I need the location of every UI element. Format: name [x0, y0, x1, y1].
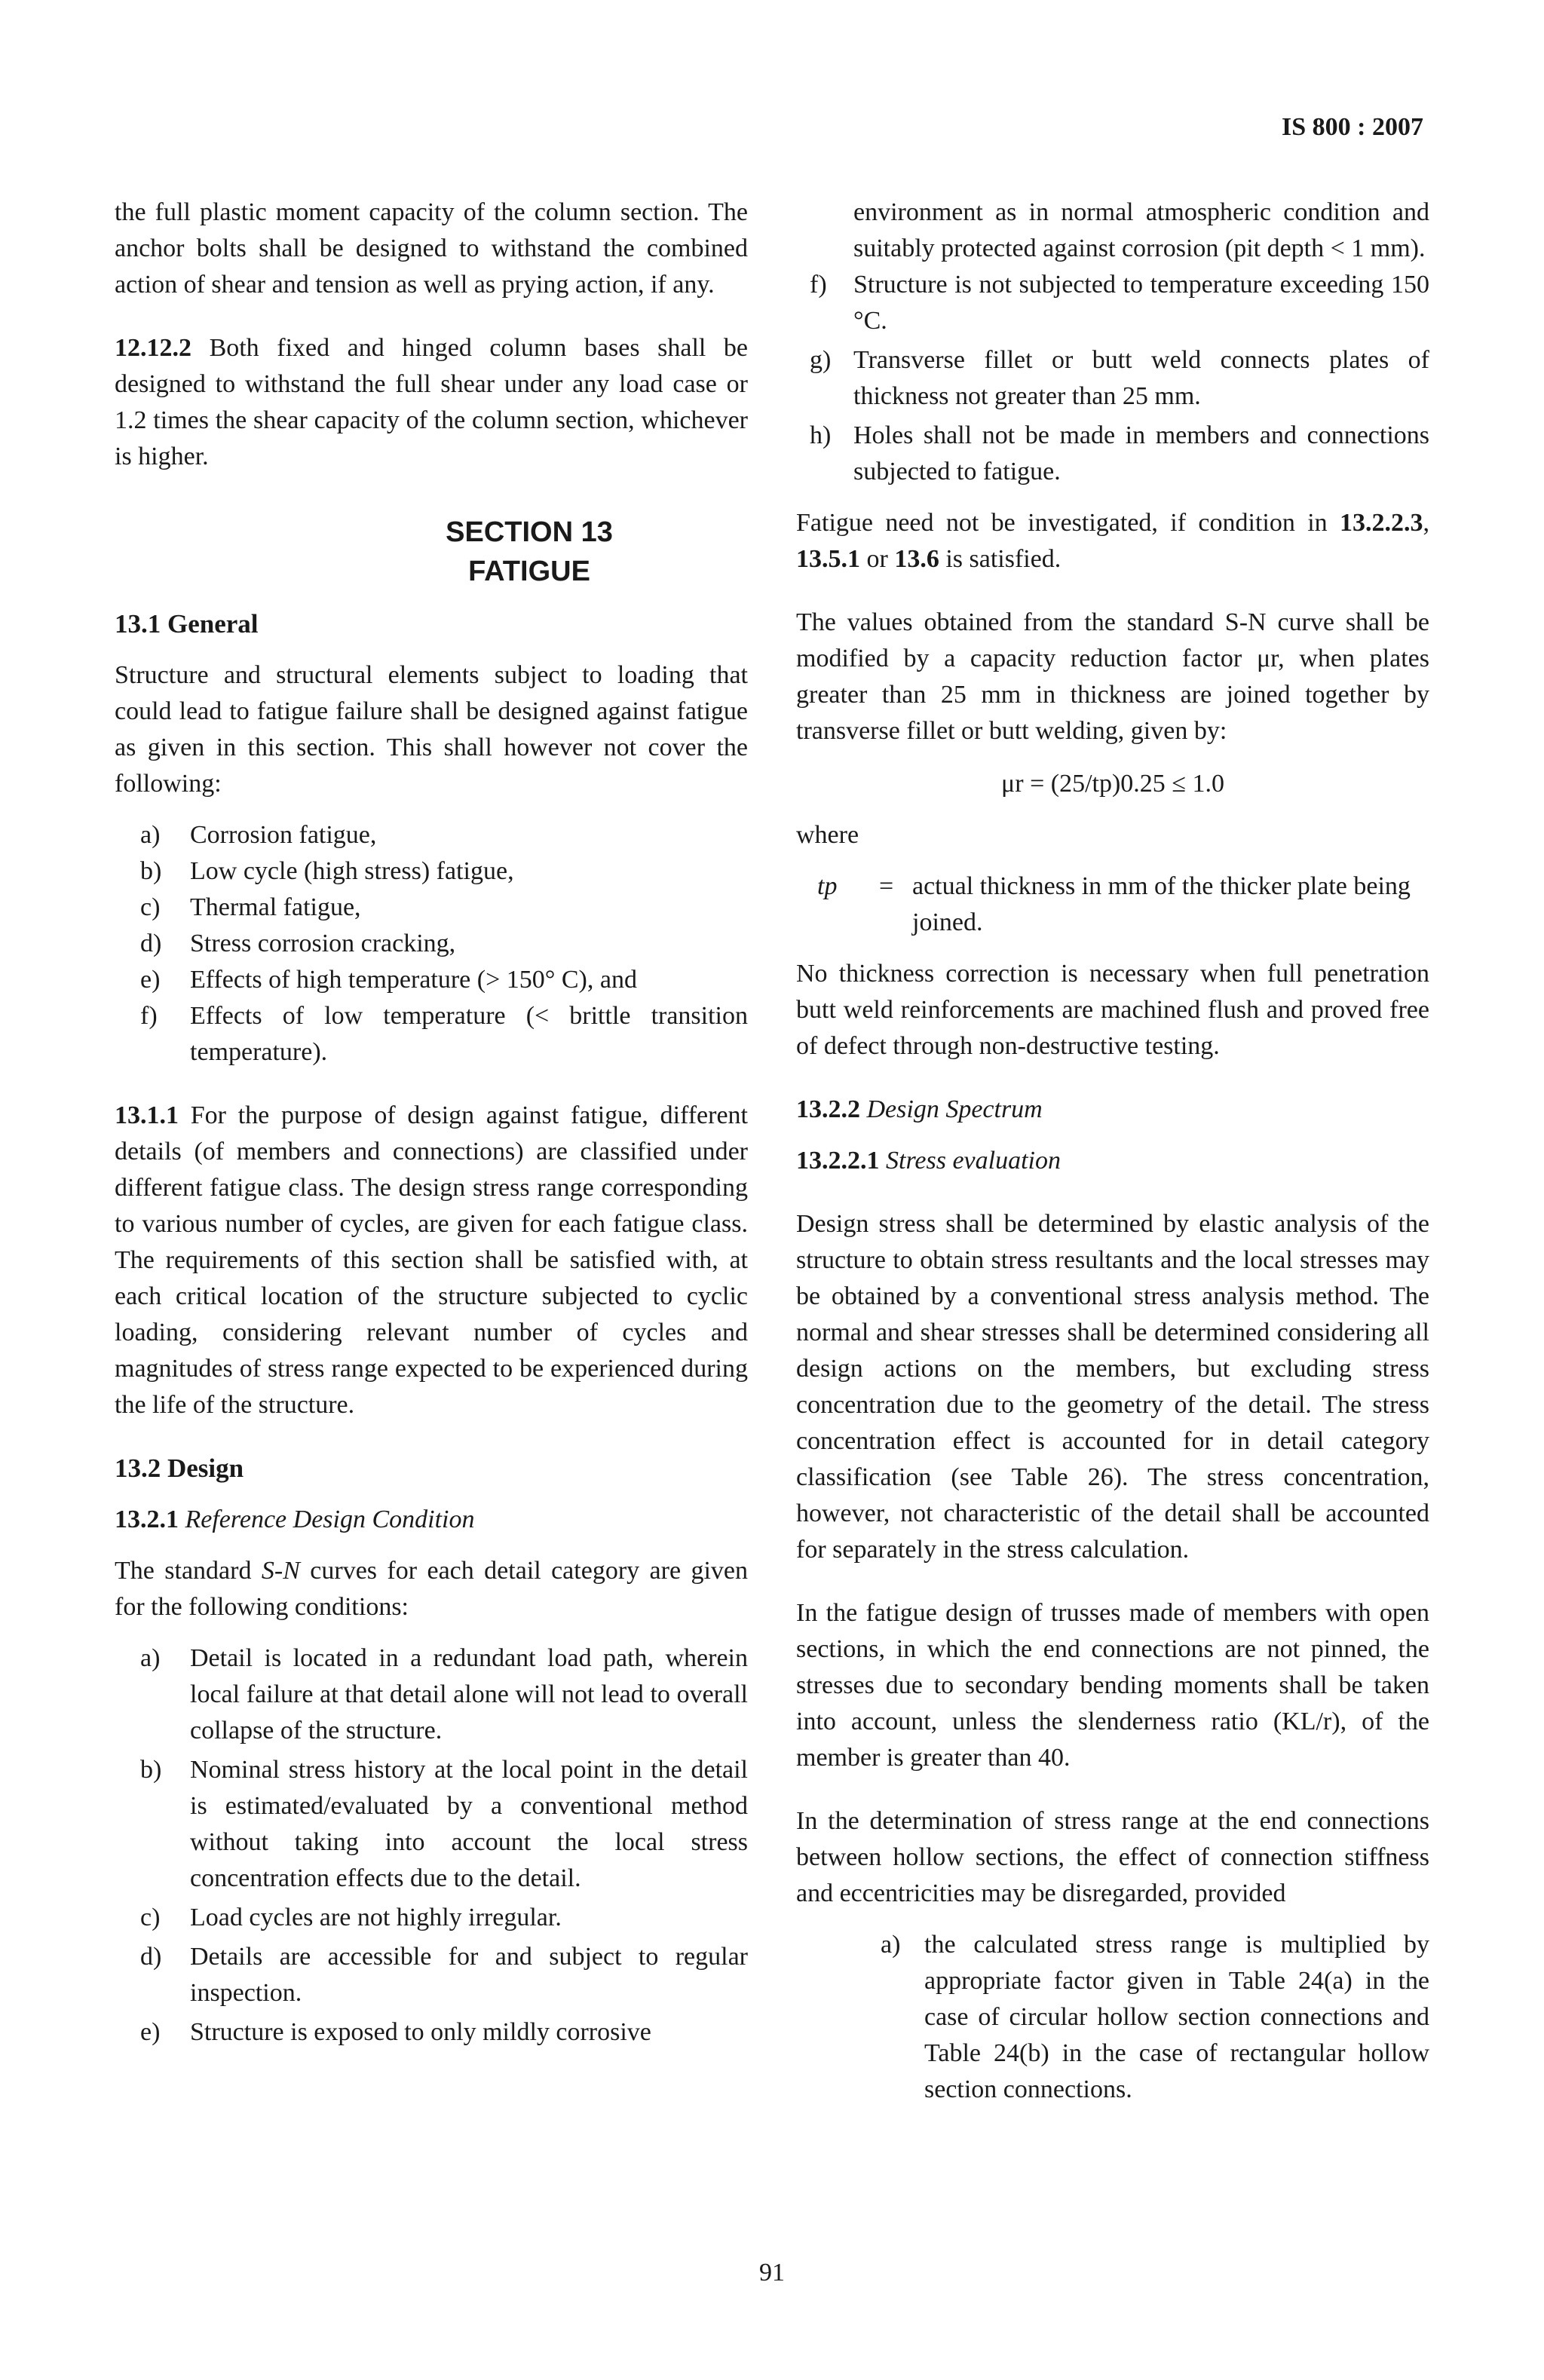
list-item [115, 1640, 748, 1749]
symbol: tp [817, 872, 838, 900]
item-text: the calculated stress range is multiplied by appropriate factor given in Table 24(a) in the case of circular hollow section connections and Table 24(b) in the case of rectangular hollow section connections. [924, 1931, 1429, 2103]
item-marker: a) [881, 1931, 901, 1959]
trusses-paragraph: In the fatigue design of trusses made of members with open sections, in which the end connections are not pinned, the stresses due to secondary bending moments shall be taken into account, unless the slenderness ratio (KL/r), of the member is greater than 40. [796, 1599, 1429, 1772]
right-column [796, 195, 1429, 2108]
intro-paragraph: the full plastic moment capacity of the column section. The anchor bolts shall be designed to withstand the combined action of shear and tension as well as prying action, if any. [115, 198, 748, 299]
item-text: Effects of high temperature (> 150° C), and [190, 966, 637, 994]
list-item [115, 1752, 748, 1897]
item-text: Details are accessible for and subject to regular inspection. [190, 1943, 748, 2007]
where-definition [796, 868, 1429, 941]
clause-number: 13.2.1 [115, 1505, 179, 1533]
item-text: Thermal fatigue, [190, 893, 361, 921]
clause-number: 12.12.2 [115, 334, 191, 362]
item-marker: h) [810, 421, 832, 449]
item-marker: f) [810, 271, 827, 299]
list-item [115, 2014, 748, 2051]
text-run: S-N [261, 1557, 300, 1585]
clause-number: 13.2.2 [796, 1095, 860, 1123]
item-text: Detail is located in a redundant load path, wherein local failure at that detail alone will not lead to overall collapse of the structure. [190, 1644, 748, 1744]
capacity-reduction-formula: μr = (25/tp)0.25 ≤ 1.0 [1001, 770, 1224, 798]
clause-title: Reference Design Condition [185, 1505, 475, 1533]
heading-13-2: 13.2 Design [115, 1453, 244, 1483]
list-item [796, 342, 1429, 415]
no-correction-paragraph: No thickness correction is necessary when full penetration butt weld reinforcements are machined flush and proved free of defect through non-destructive testing. [796, 960, 1429, 1060]
item-marker: c) [140, 1904, 161, 1931]
text-run: , [1423, 509, 1429, 537]
section-heading [115, 513, 748, 591]
document-code: IS 800 : 2007 [1282, 113, 1423, 141]
clause-13-2-2 [796, 1092, 1429, 1128]
item-text: Holes shall not be made in members and connections subjected to fatigue. [853, 421, 1429, 485]
clause-ref: 13.5.1 [796, 545, 860, 573]
stress-paragraph: Design stress shall be determined by elastic analysis of the structure to obtain stress resultants and the local stresses may be obtained by a conventional stress analysis method. The normal and shear stresses shall be determined considering all design actions on the members, but excluding stress concentration due to the geometry of the detail. The stress concentration effect is accounted for in detail category classification (see Table 26). The stress concentration, however, not characteristic of the detail shall be accounted for separately in the stress calculation. [796, 1210, 1429, 1564]
conditions-list-continued [796, 267, 1429, 490]
item-marker: e) [140, 966, 161, 994]
item-text: Load cycles are not highly irregular. [190, 1904, 562, 1931]
item-marker: a) [140, 1644, 161, 1672]
paragraph-13-2-1 [115, 1553, 748, 1625]
text-run: or [860, 545, 895, 573]
clause-13-2-1 [115, 1502, 748, 1538]
item-text: Low cycle (high stress) fatigue, [190, 857, 514, 885]
section-number: SECTION 13 [446, 516, 613, 548]
text-run: curves for each detail category are given for the following conditions: [115, 1557, 748, 1621]
item-marker: d) [140, 1943, 162, 1971]
clause-number: 13.1.1 [115, 1101, 179, 1129]
page-number: 91 [759, 2259, 785, 2287]
fatigue-note [796, 505, 1429, 577]
clause-text: Both fixed and hinged column bases shall be designed to withstand the full shear under any load case or 1.2 times the shear capacity of the column section, whichever is higher. [115, 334, 749, 470]
list-item [115, 998, 748, 1071]
item-marker: g) [810, 346, 832, 374]
list-item [796, 418, 1429, 490]
clause-text: For the purpose of design against fatigue, different details (of members and connections) are classified under different fatigue class. The design stress range corresponding to various number of cycles, are given for each fatigue class. The requirements of this section shall be satisfied with, at each critical location of the structure subjected to cyclic loading, considering relevant number of cycles and magnitudes of stress range expected to be experienced during the life of the structure. [115, 1101, 748, 1419]
list-item [115, 1900, 748, 1936]
heading-13-1: 13.1 General [115, 609, 259, 639]
section-title: FATIGUE [468, 556, 590, 587]
paragraph-13-1: Structure and structural elements subject to loading that could lead to fatigue failure shall be designed against fatigue as given in this section. This shall however not cover the following: [115, 661, 748, 798]
item-text: Effects of low temperature (< brittle transition temperature). [190, 1002, 748, 1066]
list-item [796, 1927, 1429, 2108]
clause-title: Design Spectrum [866, 1095, 1043, 1123]
clause-ref: 13.6 [894, 545, 939, 573]
exclusions-list [115, 817, 748, 1071]
conditions-list [115, 1640, 748, 2051]
hollow-provisions-list [796, 1927, 1429, 2108]
clause-ref: 13.2.2.3 [1340, 509, 1423, 537]
item-marker: c) [140, 893, 161, 921]
list-item [115, 890, 748, 926]
list-item [115, 1939, 748, 2011]
item-text: Stress corrosion cracking, [190, 930, 456, 957]
clause-13-2-2-1 [796, 1143, 1429, 1179]
item-marker: b) [140, 857, 162, 885]
item-marker: d) [140, 930, 162, 957]
hollow-sections-paragraph: In the determination of stress range at the end connections between hollow sections, the effect of connection stiffness and eccentricities may be disregarded, provided [796, 1807, 1429, 1907]
item-text: Structure is exposed to only mildly corrosive [190, 2018, 651, 2046]
clause-number: 13.2.2.1 [796, 1147, 880, 1175]
text-run: The standard [115, 1557, 262, 1585]
list-item [796, 267, 1429, 339]
list-item [115, 926, 748, 962]
symbol-description: actual thickness in mm of the thicker plate being joined. [912, 872, 1411, 936]
list-item [115, 962, 748, 998]
item-text: Nominal stress history at the local point in the detail is estimated/evaluated by a conventional method without taking into account the local stress concentration effects due to the detail. [190, 1756, 748, 1892]
condition-e-continued: environment as in normal atmospheric condition and suitably protected against corrosion (pit depth < 1 mm). [853, 198, 1429, 262]
clause-title: Stress evaluation [886, 1147, 1061, 1175]
item-marker: b) [140, 1756, 162, 1784]
item-text: Transverse fillet or butt weld connects plates of thickness not greater than 25 mm. [853, 346, 1429, 410]
clause-12-12-2 [115, 330, 748, 475]
sn-curve-paragraph: The values obtained from the standard S-N curve shall be modified by a capacity reduction factor μr, when plates greater than 25 mm in thickness are joined together by transverse fillet or butt welding, given by: [796, 608, 1429, 745]
text-run: Fatigue need not be investigated, if condition in [796, 509, 1340, 537]
left-column [115, 195, 748, 2054]
clause-13-1-1 [115, 1098, 748, 1423]
equals: = [879, 872, 894, 900]
item-text: Corrosion fatigue, [190, 821, 377, 849]
text-run: is satisfied. [939, 545, 1062, 573]
list-item [115, 853, 748, 890]
list-item [115, 817, 748, 853]
item-marker: e) [140, 2018, 161, 2046]
item-marker: f) [140, 1002, 158, 1030]
where-label: where [796, 821, 859, 849]
item-text: Structure is not subjected to temperature exceeding 150 °C. [853, 271, 1429, 335]
item-marker: a) [140, 821, 161, 849]
